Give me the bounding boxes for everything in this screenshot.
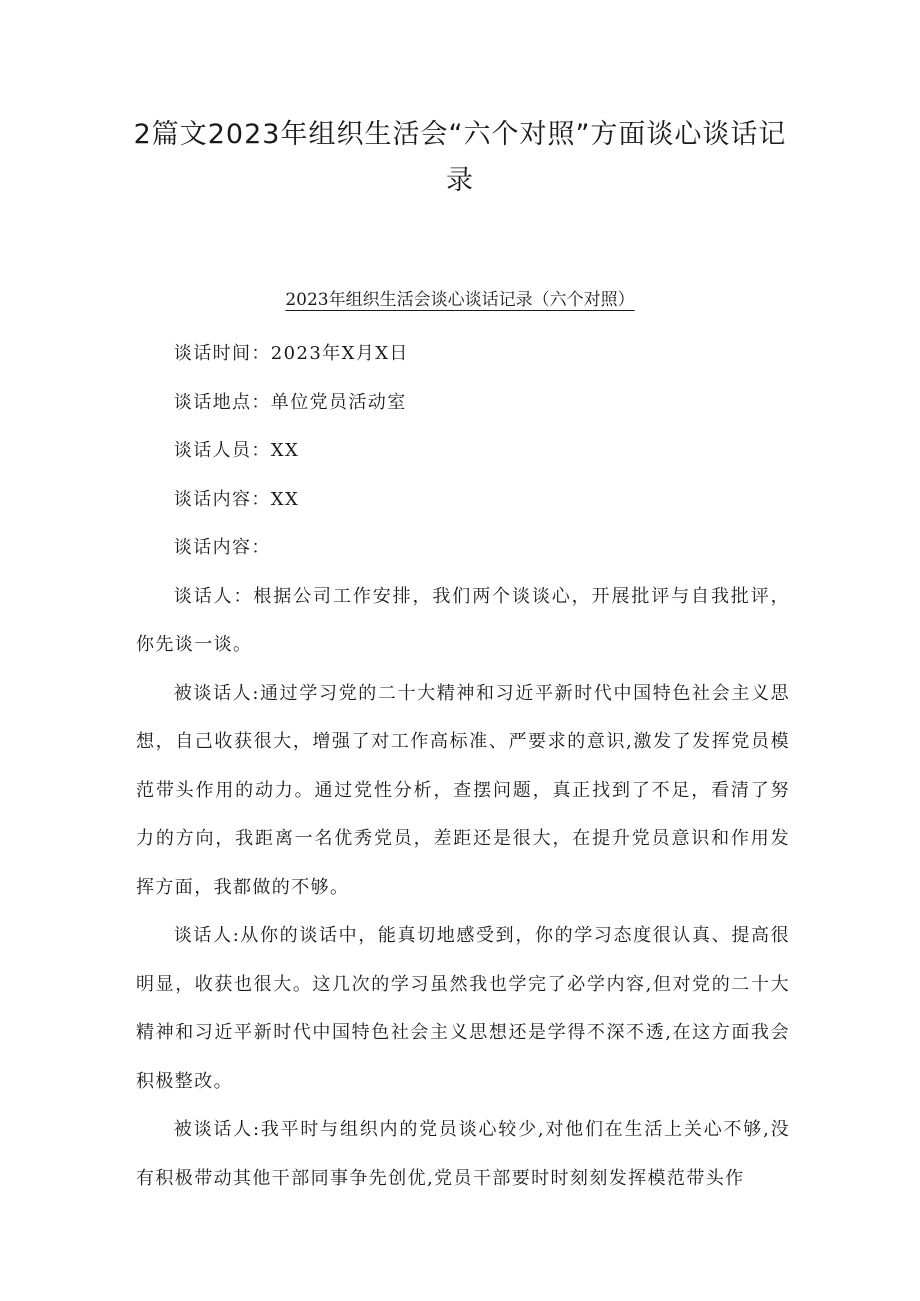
document-subtitle — [150, 287, 770, 313]
dialogue-paragraph: 被谈话人:通过学习党的二十大精神和习近平新时代中国特色社会主义思想，自己收获很大，增强了对工作高标准、严要求的意识,激发了发挥党员模范带头作用的动力。通过党性分析，查摆问题，真正找到了不足，看清了努力的方向，我距离一名优秀党员，差距还是很大，在提升党员意识和作用发挥方面，我都做的不够。 — [136, 682, 790, 898]
dialogue-paragraph: 谈话人：根据公司工作安排，我们两个谈谈心，开展批评与自我批评，你先谈一谈。 — [136, 585, 790, 655]
subtitle-text: 2023年组织生活会谈心谈话记录（六个对照） — [285, 290, 635, 310]
document-title: 2篇文2023年组织生活会“六个对照”方面谈心谈话记录 — [133, 119, 787, 196]
meeting-time: 谈话时间：2023年X月X日 — [173, 343, 409, 364]
meeting-participants: 谈话人员：XX — [173, 440, 300, 461]
meeting-location: 谈话地点：单位党员活动室 — [173, 391, 407, 413]
dialogue-paragraph: 被谈话人:我平时与组织内的党员谈心较少,对他们在生活上关心不够,没有积极带动其他干部同事争先创优,党员干部要时时刻刻发挥模范带头作 — [136, 1119, 790, 1189]
meeting-content-heading: 谈话内容： — [173, 537, 271, 558]
dialogue-paragraph: 谈话人:从你的谈话中，能真切地感受到，你的学习态度很认真、提高很明显，收获也很大。这几次的学习虽然我也学完了必学内容,但对党的二十大精神和习近平新时代中国特色社会主义思想还是学得不深不透,在这方面我会积极整改。 — [136, 925, 790, 1092]
meeting-content-line: 谈话内容：XX — [173, 488, 300, 510]
document-body — [136, 330, 790, 1203]
